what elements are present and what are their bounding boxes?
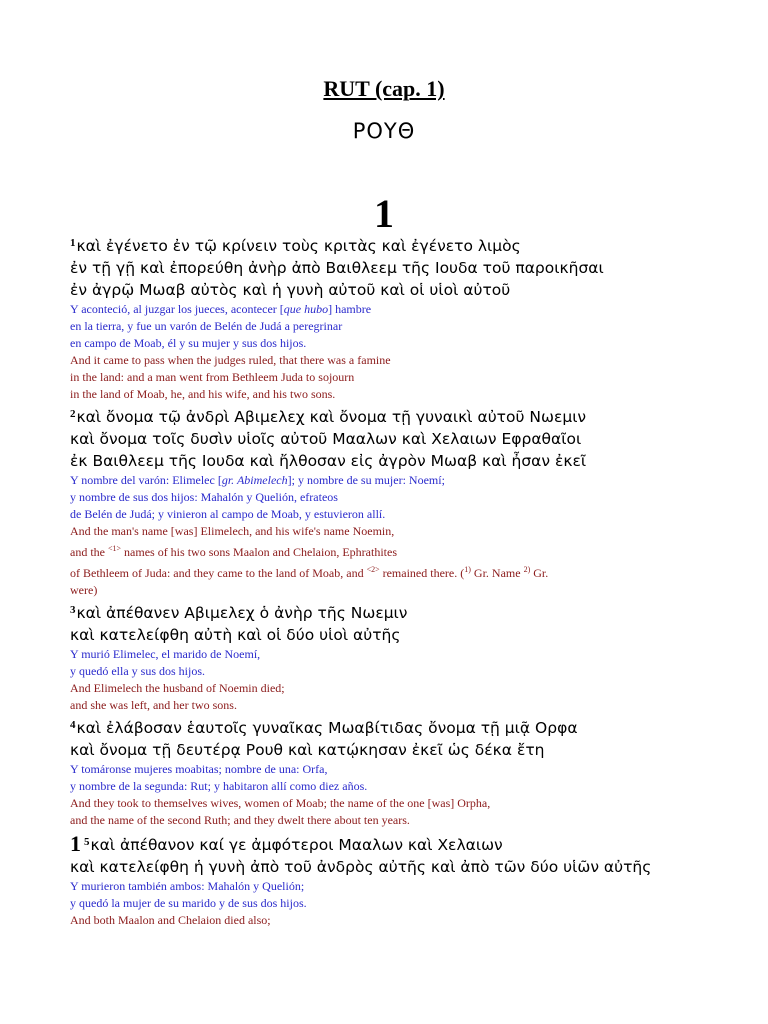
- verse-number: 3: [70, 604, 76, 616]
- verse-5: [70, 831, 710, 929]
- footnote-marker: 1): [464, 565, 471, 574]
- chapter-number: 1: [374, 191, 394, 236]
- verse-3: [70, 599, 710, 714]
- greek-line: $^4$καὶ ἐλάβοσαν ἑαυτοῖς γυναῖκας Μωαβίτιδας ὄνομα τῇ μιᾷ Ορφα: [70, 719, 578, 737]
- verse-number: 5: [84, 836, 90, 848]
- spanish-line: Y murió Elimelec, el marido de Noemí,: [70, 647, 261, 661]
- spanish-line: y nombre de sus dos hijos: Mahalón y Quelión, efrateos: [70, 490, 338, 504]
- footnote-marker: <2>: [366, 565, 380, 574]
- greek-title: ΡΟΥΘ: [352, 119, 416, 143]
- english-line: And they took to themselves wives, women of Moab; the name of the one [was] Orpha,: [70, 796, 491, 810]
- english-line: in the land: and a man went from Bethleem Juda to sojourn: [70, 370, 355, 384]
- greek-line: $^2$καὶ ὄνομα τῷ ἀνδρὶ Αβιμελεχ καὶ ὄνομα τῇ γυναικὶ αὐτοῦ Νωεμιν: [70, 408, 587, 426]
- english-line: And Elimelech the husband of Noemin died;: [70, 681, 285, 695]
- greek-line: ἐν ἀγρῷ Μωαβ αὐτὸς καὶ ἡ γυνὴ αὐτοῦ καὶ οἱ υἱοὶ αὐτοῦ: [70, 281, 511, 299]
- greek-line: καὶ ὄνομα τοῖς δυσὶν υἱοῖς αὐτοῦ Μααλων καὶ Χελαιων Εφραθαῖοι: [70, 430, 582, 448]
- verse-number: 4: [70, 719, 76, 731]
- greek-line: 1 $^5$καὶ ἀπέθανον καί γε ἀμφότεροι Μααλων καὶ Χελαιων: [70, 831, 503, 856]
- english-line: and the name of the second Ruth; and they dwelt there about ten years.: [70, 813, 410, 827]
- spanish-line: de Belén de Judá; y vinieron al campo de Moab, y estuvieron allí.: [70, 507, 386, 521]
- spanish-line: Y aconteció, al juzgar los jueces, acontecer [que hubo] hambre: [70, 302, 372, 316]
- spanish-line: Y murieron también ambos: Mahalón y Quelión;: [70, 879, 305, 893]
- footnote-marker: 2): [523, 565, 531, 574]
- greek-line: καὶ κατελείφθη αὐτὴ καὶ οἱ δύο υἱοὶ αὐτῆς: [70, 626, 401, 644]
- greek-line: καὶ ὄνομα τῇ δευτέρᾳ Ρουθ καὶ κατῴκησαν ἐκεῖ ὡς δέκα ἔτη: [70, 741, 545, 759]
- footnote-marker: <1>: [108, 544, 122, 553]
- english-line: And it came to pass when the judges ruled, that there was a famine: [70, 353, 391, 367]
- verse-4: [70, 714, 710, 829]
- greek-line: $^1$καὶ ἐγένετο ἐν τῷ κρίνειν τοὺς κριτὰς καὶ ἐγένετο λιμὸς: [70, 237, 521, 255]
- english-line: in the land of Moab, he, and his wife, and his two sons.: [70, 387, 336, 401]
- english-line: And both Maalon and Chelaion died also;: [70, 913, 271, 927]
- spanish-line: en campo de Moab, él y su mujer y sus dos hijos.: [70, 336, 307, 350]
- spanish-line: Y tomáronse mujeres moabitas; nombre de una: Orfa,: [70, 762, 328, 776]
- greek-line: ἐν τῇ γῇ καὶ ἐπορεύθη ἀνὴρ ἀπὸ Βαιθλεεμ τῆς Ιουδα τοῦ παροικῆσαι: [70, 259, 604, 277]
- spanish-line: y quedó la mujer de su marido y de sus dos hijos.: [70, 896, 307, 910]
- spanish-line: Y nombre del varón: Elimelec [gr. Abimelech]; y nombre de su mujer: Noemí;: [70, 473, 445, 487]
- english-line: and she was left, and her two sons.: [70, 698, 237, 712]
- greek-line: ἐκ Βαιθλεεμ τῆς Ιουδα καὶ ἤλθοσαν εἰς ἀγρὸν Μωαβ καὶ ἦσαν ἐκεῖ: [70, 452, 587, 470]
- spanish-line: y nombre de la segunda: Rut; y habitaron allí como diez años.: [70, 779, 368, 793]
- greek-line: καὶ κατελείφθη ἡ γυνὴ ἀπὸ τοῦ ἀνδρὸς αὐτῆς καὶ ἀπὸ τῶν δύο υἱῶν αὐτῆς: [70, 858, 652, 876]
- page-title: RUT (cap. 1): [323, 76, 445, 101]
- greek-line: $^3$καὶ ἀπέθανεν Αβιμελεχ ὁ ἀνὴρ τῆς Νωεμιν: [70, 604, 408, 622]
- verse-1: [70, 232, 710, 403]
- english-line: and the $^{<1>}$ names of his two sons Maalon and Chelaion, Ephrathites: [70, 544, 397, 559]
- verse-number: 1: [70, 237, 76, 249]
- text-body: [70, 232, 710, 929]
- english-line: were): [70, 583, 98, 597]
- chapter-marker: 1: [70, 831, 81, 856]
- verse-number: 2: [70, 408, 76, 420]
- spanish-line: y quedó ella y sus dos hijos.: [70, 664, 205, 678]
- spanish-line: en la tierra, y fue un varón de Belén de Judá a peregrinar: [70, 319, 343, 333]
- english-line: And the man's name [was] Elimelech, and his wife's name Noemin,: [70, 524, 395, 538]
- english-line: of Bethleem of Juda: and they came to the land of Moab, and $^{<2>}$ remained there. ($^{1)}$ Gr. Name $^{2)}$ Gr.: [70, 565, 549, 580]
- verse-2: [70, 403, 710, 599]
